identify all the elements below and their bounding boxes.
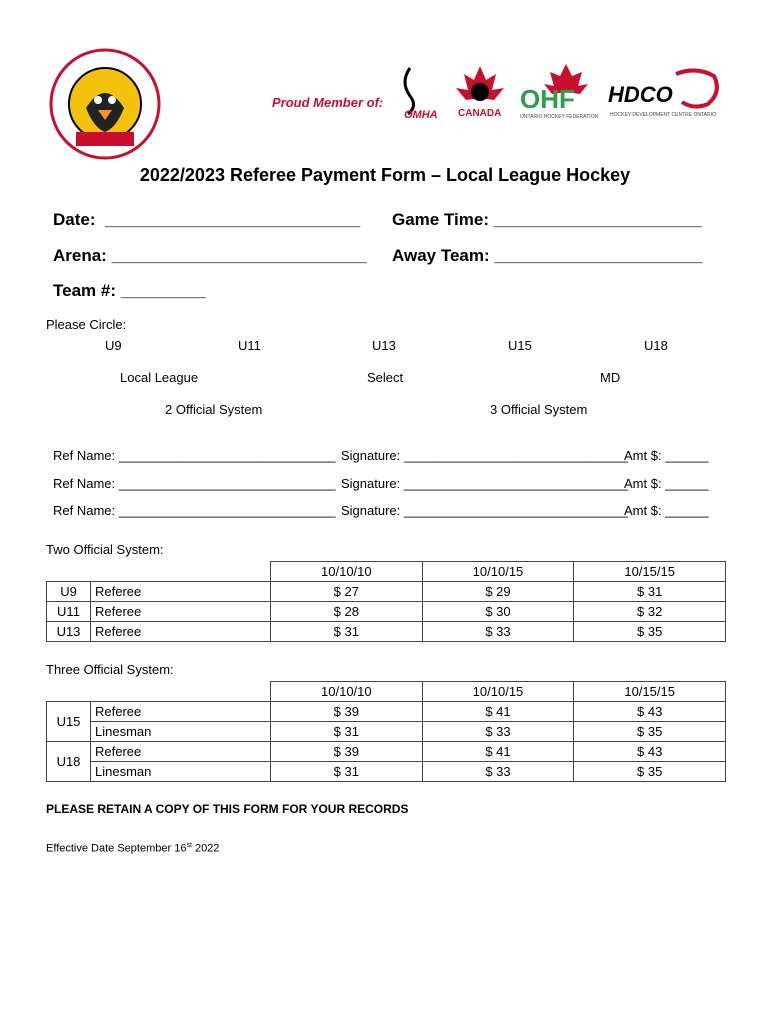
three-official-table [46, 681, 726, 782]
table-row: U18 Referee $ 39 $ 41 $ 43 [47, 742, 726, 762]
away-team-field[interactable]: Away Team: ______________________ [392, 246, 703, 265]
retain-copy-notice: PLEASE RETAIN A COPY OF THIS FORM FOR YOUR RECORDS [46, 802, 409, 816]
partner-logos [396, 62, 726, 120]
svg-text:OHF: OHF [520, 84, 575, 114]
svg-text:CANADA: CANADA [458, 108, 502, 119]
table-header: 10/10/10 [271, 682, 423, 702]
amount-field[interactable]: Amt $: ______ [624, 503, 709, 518]
please-circle-label: Please Circle: [46, 317, 127, 332]
ohf-logo [520, 64, 598, 120]
amount-field[interactable]: Amt $: ______ [624, 448, 709, 463]
arena-field[interactable]: Arena: ___________________________ [53, 246, 367, 265]
system-two-official[interactable]: 2 Official System [165, 402, 263, 417]
ref-name-field[interactable]: Ref Name: ______________________________ [53, 476, 336, 491]
hdco-logo [608, 70, 717, 118]
omha-logo [404, 68, 438, 120]
table-header: 10/10/15 [422, 682, 574, 702]
age-u18[interactable]: U18 [644, 338, 668, 353]
age-u9[interactable]: U9 [105, 338, 122, 353]
signature-field[interactable]: Signature: _______________________________ [341, 476, 629, 491]
svg-text:HOCKEY DEVELOPMENT CENTRE ONTA: HOCKEY DEVELOPMENT CENTRE ONTARIO [610, 112, 716, 118]
table-header: 10/15/15 [574, 562, 726, 582]
proud-member-text: Proud Member of: [272, 95, 384, 110]
table-row: U15 Referee $ 39 $ 41 $ 43 [47, 702, 726, 722]
amount-field[interactable]: Amt $: ______ [624, 476, 709, 491]
signature-field[interactable]: Signature: _______________________________ [341, 503, 629, 518]
system-three-official[interactable]: 3 Official System [490, 402, 588, 417]
table-row: U11 Referee $ 28 $ 30 $ 32 [47, 602, 726, 622]
age-u15[interactable]: U15 [508, 338, 532, 353]
ref-name-field[interactable]: Ref Name: ______________________________ [53, 503, 336, 518]
signature-field[interactable]: Signature: _______________________________ [341, 448, 629, 463]
age-u11[interactable]: U11 [238, 338, 261, 353]
table-row: Linesman $ 31 $ 33 $ 35 [47, 722, 726, 742]
hockey-canada-logo [456, 66, 504, 119]
table-header: 10/10/15 [422, 562, 574, 582]
table-header: 10/15/15 [574, 682, 726, 702]
table-row: U9 Referee $ 27 $ 29 $ 31 [47, 582, 726, 602]
table-row: Linesman $ 31 $ 33 $ 35 [47, 762, 726, 782]
league-md[interactable]: MD [600, 370, 621, 385]
date-field[interactable]: Date: ___________________________ [53, 210, 361, 229]
table-row: U13 Referee $ 31 $ 33 $ 35 [47, 622, 726, 642]
form-title: 2022/2023 Referee Payment Form – Local League Hockey [139, 165, 631, 185]
team-number-field[interactable]: Team #: _________ [53, 281, 206, 300]
svg-text:ONTARIO HOCKEY FEDERATION: ONTARIO HOCKEY FEDERATION [520, 114, 599, 120]
age-u13[interactable]: U13 [372, 338, 396, 353]
svg-text:HDCO: HDCO [608, 82, 673, 107]
game-time-field[interactable]: Game Time: ______________________ [392, 210, 702, 229]
two-official-table [46, 561, 726, 642]
svg-text:OMHA: OMHA [404, 109, 438, 120]
two-official-label: Two Official System: [46, 542, 164, 557]
effective-date: Effective Date September 16st 2022 [46, 842, 220, 855]
ref-name-field[interactable]: Ref Name: ______________________________ [53, 448, 336, 463]
league-local[interactable]: Local League [120, 370, 199, 385]
league-select[interactable]: Select [367, 370, 404, 385]
three-official-label: Three Official System: [46, 662, 174, 677]
table-header: 10/10/10 [271, 562, 423, 582]
winterhawks-logo [46, 48, 164, 160]
